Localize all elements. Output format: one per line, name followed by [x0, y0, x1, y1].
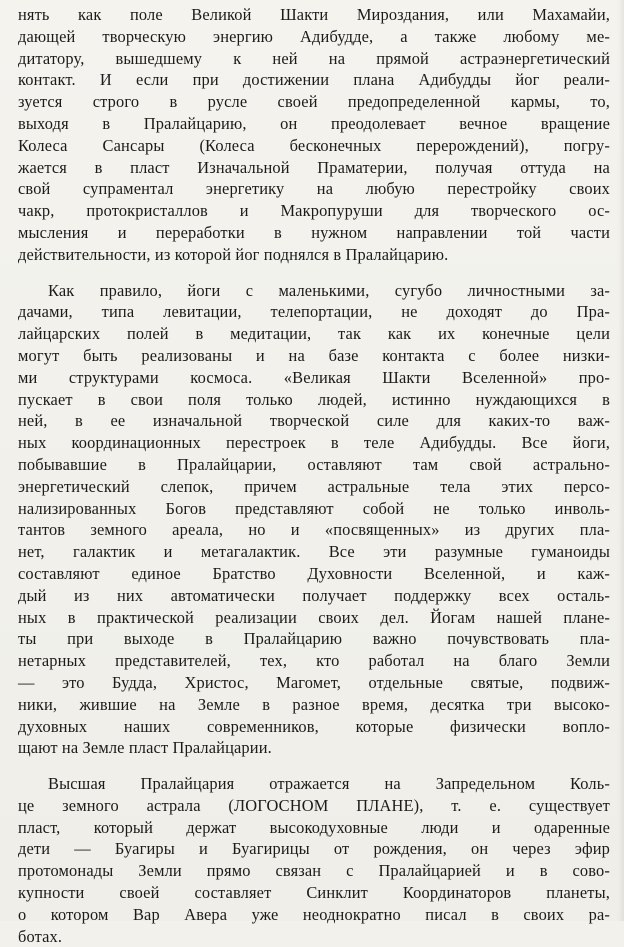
text-line: нять как поле Великой Шакти Мироздания, или Махамайи,	[18, 5, 610, 24]
text-line: нет, галактик и метагалактик. Все эти разумные гуманоиды	[18, 542, 610, 562]
page-edge-shadow	[618, 0, 624, 921]
text-line: протомонады Земли прямо связан с Пралайцарией и в сово-	[18, 861, 610, 881]
text-line: дитатору, вышедшему к ней на прямой астраэнергетический	[18, 48, 610, 68]
text-line: о котором Вар Авера уже неоднократно писал в своих ра-	[18, 904, 610, 924]
text-line: ных координационных перестроек в теле Адибудды. Все йоги,	[18, 433, 610, 453]
text-line: ботах.	[18, 926, 63, 946]
text-line: чакр, протокристаллов и Макропуруши для творческого ос-	[18, 201, 610, 221]
text-line: дачами, типа левитации, телепортации, не доходят до Пра-	[18, 302, 610, 322]
text-line: лайцарских полей в медитации, так как их конечные цели	[18, 324, 610, 344]
text-line: пласт, который держат высокодуховные люди и одаренные	[18, 817, 610, 837]
text-line: действительности, из которой йог поднялся в Пралайцарию.	[18, 244, 449, 264]
text-line: нализированных Богов представляют собой не только инволь-	[18, 498, 610, 518]
text-line: дающей творческую энергию Адибудде, а также любому ме-	[18, 26, 610, 46]
text-line: энергетический слепок, причем астральные тела этих персо-	[18, 476, 610, 496]
text-line: дый из них автоматически получает поддержку всех осталь-	[18, 585, 610, 605]
text-line: щают на Земле пласт Пралайцарии.	[18, 738, 272, 758]
text-line: це земного астрала (ЛОГОСНОМ ПЛАНЕ), т. е. существует	[18, 795, 610, 815]
text-line: могут быть реализованы и на базе контакта с более низки-	[18, 345, 610, 365]
text-line: выходя в Пралайцарию, он преодолевает вечное вращение	[18, 113, 610, 133]
text-line: Как правило, йоги с маленькими, сугубо личностными за-	[48, 280, 610, 300]
text-line: ми структурами космоса. «Великая Шакти Вселенной» про-	[18, 367, 610, 387]
text-line: нетарных представителей, тех, кто работал на благо Земли	[18, 651, 610, 671]
text-line: духовных наших современников, которые физически вопло-	[18, 716, 610, 736]
text-line: побывавшие в Пралайцарии, оставляют там свой астрально-	[18, 454, 610, 474]
text-line: ники, жившие на Земле в разное время, десятка три высоко-	[18, 694, 610, 714]
text-line: тантов земного ареала, но и «посвященных» из других пла-	[18, 520, 610, 540]
text-line: контакт. И если при достижении плана Адибудды йог реали-	[18, 70, 610, 90]
text-line: составляют единое Братство Духовности Вселенной, и кaж-	[18, 563, 610, 583]
paragraph-gap	[18, 759, 610, 773]
paragraph	[18, 4, 610, 266]
text-line: Колеса Сансары (Колеса бесконечных перерождений), погру-	[18, 135, 610, 155]
text-line: пускает в свои поля только людей, истинно нуждающихся в	[18, 389, 610, 409]
text-line: мысления и переработки в нужном направлении той части	[18, 222, 610, 242]
text-line: Высшая Пралайцария отражается на Запредельном Коль-	[48, 774, 610, 794]
text-line: — это Будда, Христос, Магомет, отдельные святые, подвиж-	[18, 672, 610, 692]
text-line: ты при выходе в Пралайцарию важно почувствовать пла-	[18, 629, 610, 649]
text-line: свой супраментал энергетику на любую перестройку своих	[18, 179, 610, 199]
text-line: дети — Буагиры и Буагирицы от рождения, он через эфир	[18, 839, 610, 859]
text-line: жается в пласт Изначальной Праматерии, получая оттуда на	[18, 157, 610, 177]
text-line: ней, в ее изначальной творческой силе для каких-то важ-	[18, 411, 610, 431]
text-line: купности своей составляет Синклит Координаторов планеты,	[18, 883, 610, 903]
paragraph	[18, 280, 610, 760]
paragraph-gap	[18, 266, 610, 280]
text-line: зуется строго в русле своей предопределенной кармы, то,	[18, 92, 610, 112]
page-text	[18, 4, 610, 947]
text-line: ных в практической реализации своих дел. Йогам нашей плане-	[18, 607, 610, 627]
